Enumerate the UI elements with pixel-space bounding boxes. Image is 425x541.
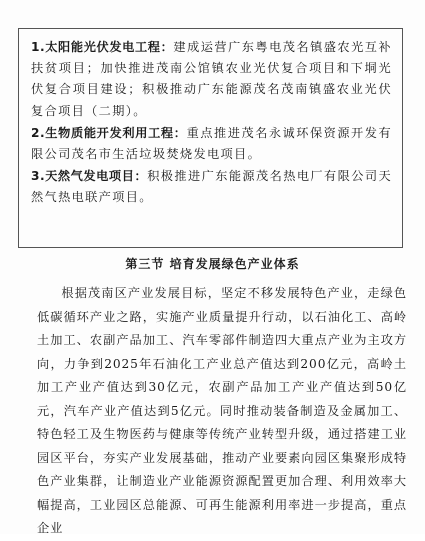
project-item-biomass-heading: 2.生物质能开发利用工程： [31, 125, 187, 140]
project-item-solar-heading: 1.太阳能光伏发电工程： [31, 40, 174, 54]
project-item-biomass-text: 重点推进茂名永诚环保资源开发有限公司茂名市生活垃圾焚烧发电项目。 [31, 125, 392, 162]
section-title: 第三节 培育发展绿色产业体系 [125, 257, 300, 271]
project-item-solar-text: 建成运营广东粤电茂名镇盛农光互补扶贫项目；加快推进茂南公馆镇农业光伏复合项目和下垌光伏复合项目建设；积极推动广东能源茂名茂南镇盛农业光伏复合项目（二期）。 [31, 40, 392, 118]
project-item-biomass [31, 123, 392, 165]
body-paragraph: 根据茂南区产业发展目标，坚定不移发展特色产业，走绿色低碳循环产业之路，实施产业质量提升行动，以石油化工、高岭土加工、农副产品加工、汽车零部件制造四大重点产业为主攻方向，力争到2025年石油化工产业总产值达到200亿元，高岭土加工产业产值达到30亿元，农副产品加工产业产值达到50亿元，汽车产业产值达到5亿元。同时推动装备制造及金属加工、特色轻工及生物医药与健康等传统产业转型升级，通过搭建工业园区平台，夯实产业发展基础，推动产业要素向园区集聚形成特色产业集群，让制造业产业能源资源配置更加合理、利用效率大幅提高，工业园区总能源、可再生能源利用率进一步提高，重点企业 [37, 286, 407, 535]
project-item-solar [31, 37, 392, 122]
project-list-box [18, 28, 403, 248]
project-item-gas-heading: 3.天然气发电项目： [31, 169, 148, 184]
project-item-gas-text: 积极推进广东能源茂名热电厂有限公司天然气热电联产项目。 [31, 169, 392, 205]
project-item-gas [31, 166, 392, 208]
body-text [37, 282, 407, 541]
